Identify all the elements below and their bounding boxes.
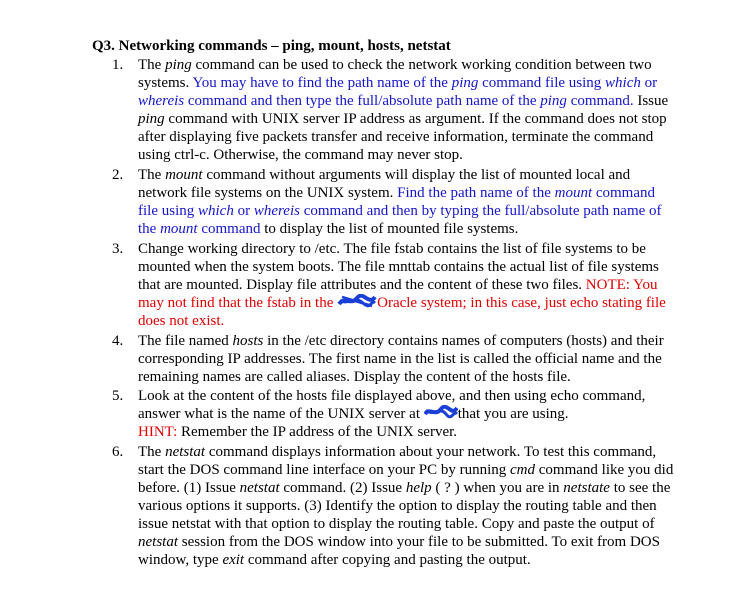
text-line: mounted when the system boots. The file mnttab contains the actual list of file systems [138,259,659,275]
list-number: 1. [112,57,124,73]
text-line: using ctrl-c. Otherwise, the command may never stop. [138,147,463,163]
text-line: may not find that the fstab in the Oracle system; in this case, just echo stating file [138,295,666,311]
text-line: issue netstat with that option to display the routing table. Copy and paste the output of [138,516,655,532]
redaction-scribble-icon [424,406,458,418]
text-line: window, type exit command after copying and pasting the output. [138,552,531,568]
text-line: that are mounted. Display file attributes and the content of these two files. NOTE: You [138,277,658,293]
text-line: after displaying five packets transfer and receive information, terminate the command [138,129,654,145]
text-line: answer what is the name of the UNIX server at that you are using. [138,406,569,422]
list-number: 4. [112,333,124,349]
text-line: HINT: Remember the IP address of the UNIX server. [138,424,458,440]
text-line: start the DOS command line interface on your PC by running cmd command like you did [138,462,674,478]
text-line: The netstat command displays information about your network. To test this command, [138,444,657,460]
text-line: file using which or whereis command and then by typing the full/absolute path name of [138,203,662,219]
redaction-scribble-icon [337,295,377,307]
text-line: netstat session from the DOS window into your file to be submitted. To exit from DOS [138,534,660,550]
text-line: Look at the content of the hosts file displayed above, and then using echo command, [138,388,646,404]
text-line: The file named hosts in the /etc directory contains names of computers (hosts) and their [138,333,664,349]
text-line: the mount command to display the list of mounted file systems. [138,221,519,237]
list-number: 2. [112,167,124,183]
list-number: 6. [112,444,124,460]
question-heading: Q3. Networking commands – ping, mount, hosts, netstat [92,38,451,54]
text-line: does not exist. [138,313,225,329]
text-line: remaining names are called aliases. Display the content of the hosts file. [138,369,571,385]
text-line: network file systems on the UNIX system. Find the path name of the mount command [138,185,656,201]
text-line: corresponding IP addresses. The first name in the list is called the official name and the [138,351,662,367]
text-line: The ping command can be used to check the network working condition between two [138,57,652,73]
text-line: ping command with UNIX server IP address as argument. If the command does not stop [138,111,667,127]
list-number: 3. [112,241,124,257]
text-line: The mount command without arguments will display the list of mounted local and [138,167,631,183]
text-line: various options it supports. (3) Identify the option to display the routing table and then [138,498,657,514]
text-line: systems. You may have to find the path name of the ping command file using which or [138,75,658,91]
list-number: 5. [112,388,124,404]
text-line: before. (1) Issue netstat command. (2) Issue help ( ? ) when you are in netstate to see the [138,480,671,496]
text-line: whereis command and then type the full/absolute path name of the ping command. Issue [138,93,669,109]
text-line: Change working directory to /etc. The file fstab contains the list of file systems to be [138,241,646,257]
